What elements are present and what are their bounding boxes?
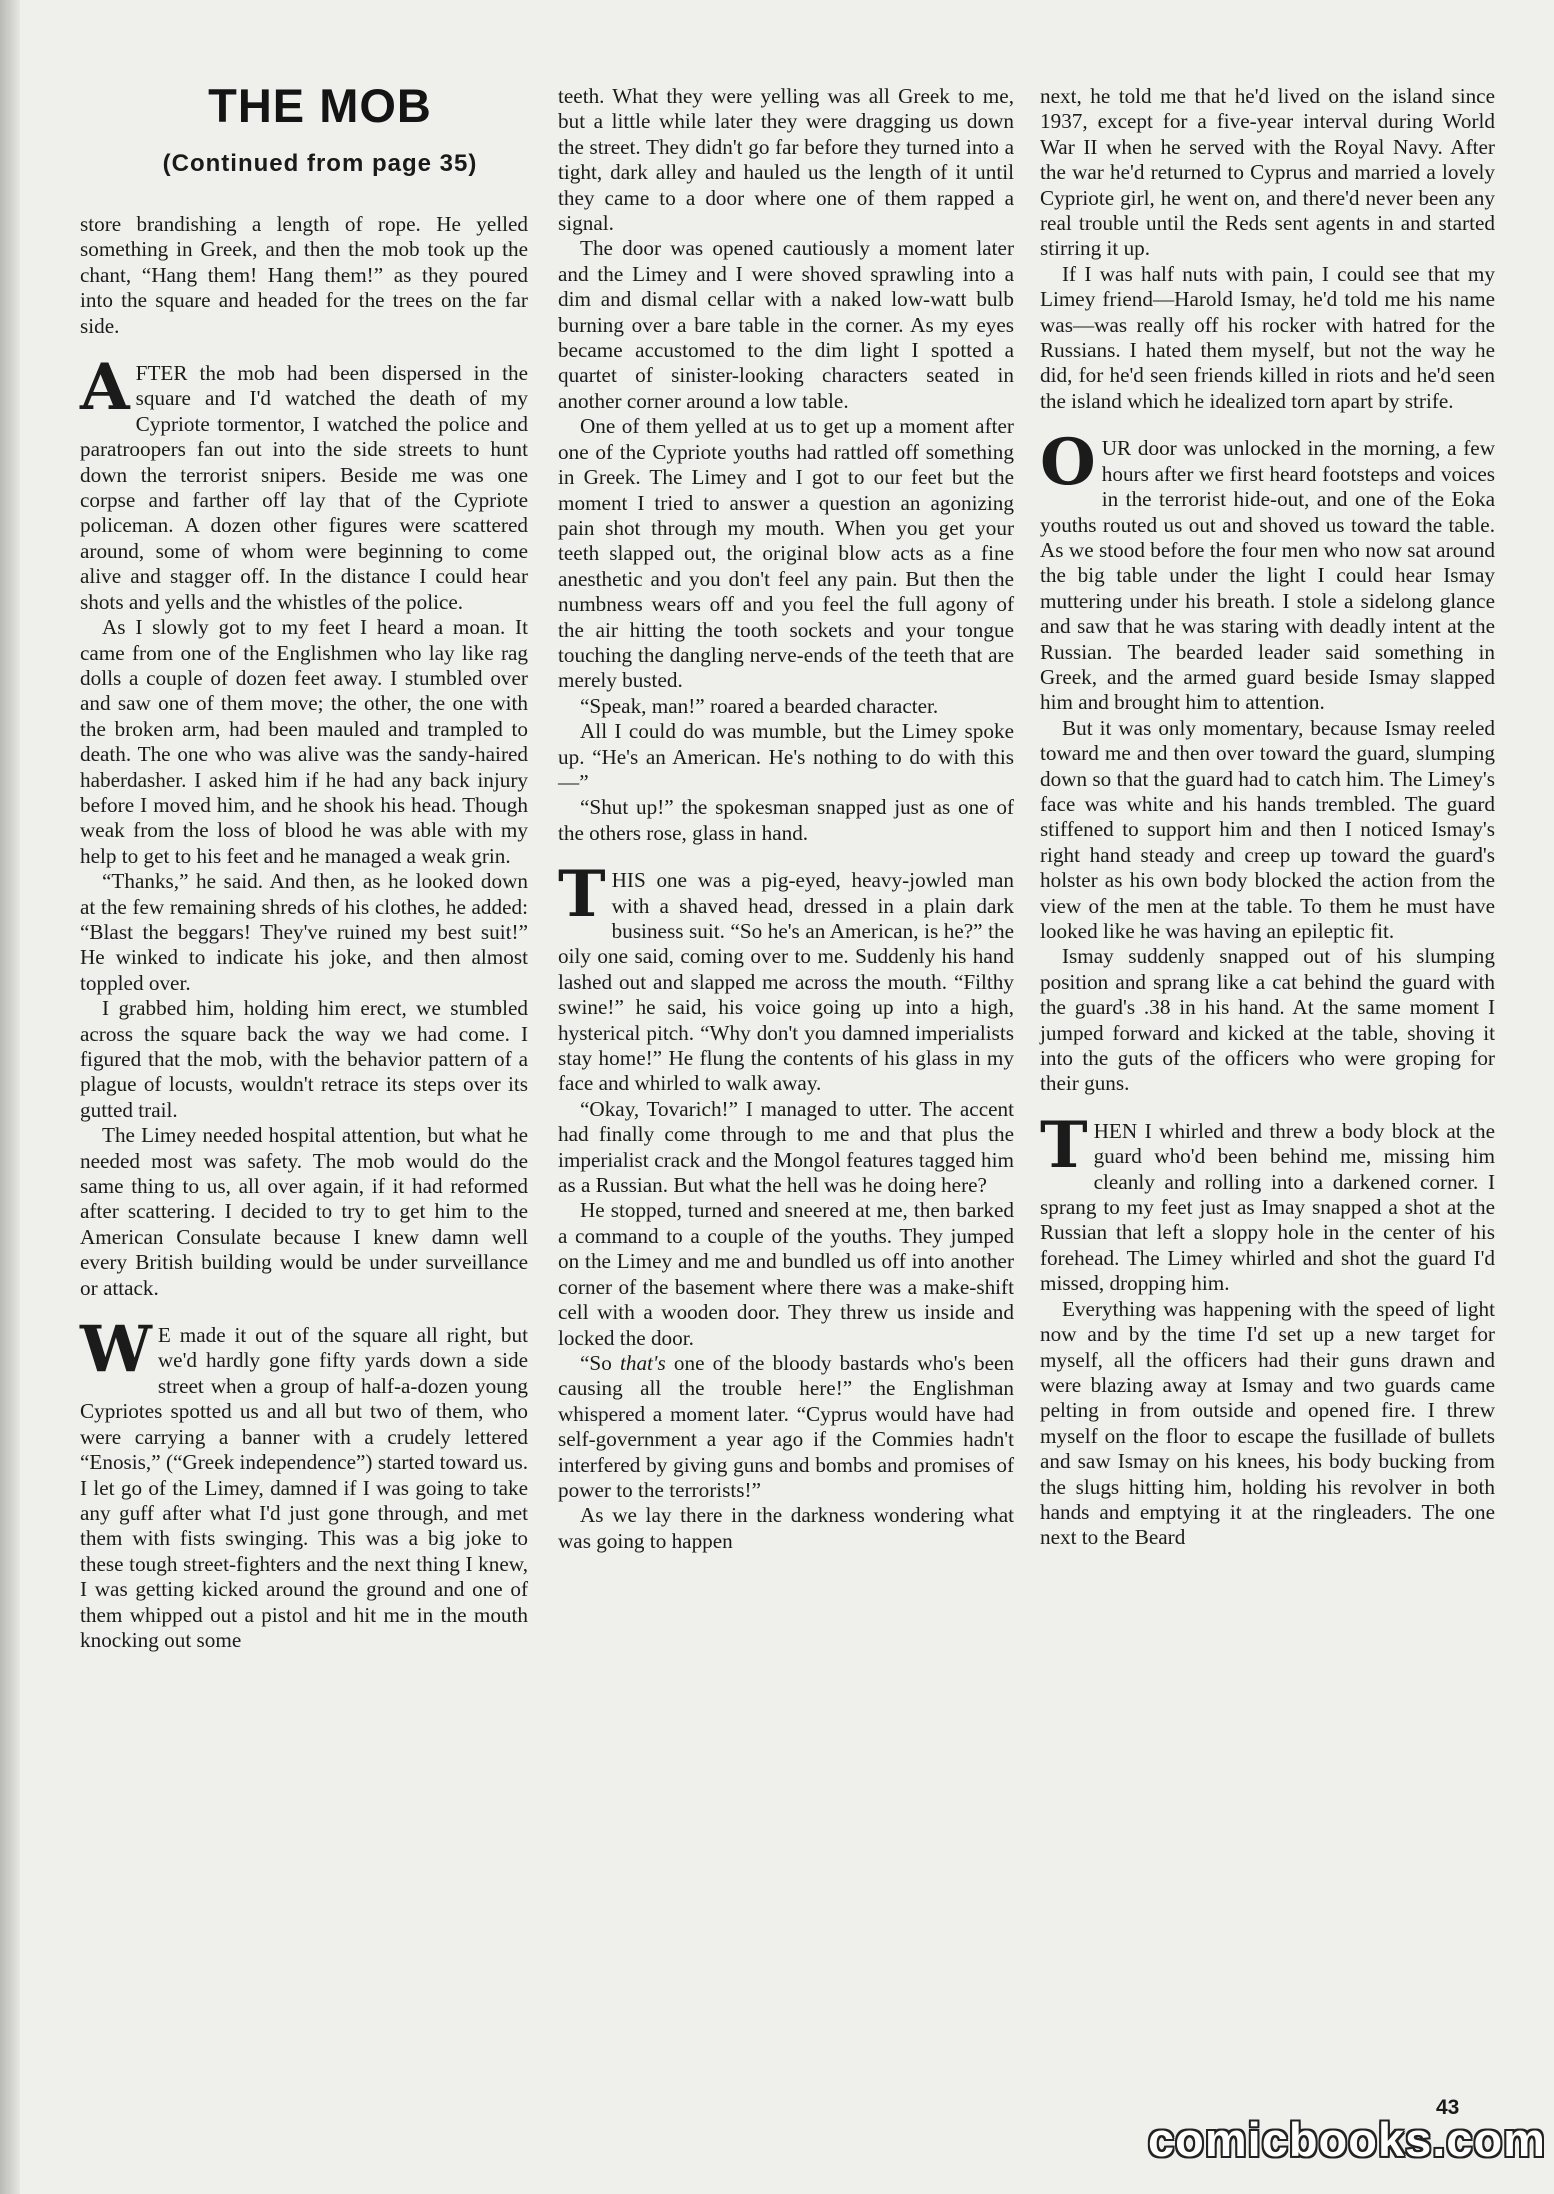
paragraph-text: “So <box>580 1350 620 1375</box>
paragraph: teeth. What they were yelling was all Greek to me, but a little while later they were dragging us down the street. They didn't go far before they turned into a tight, dark alley and hauled us the length of it until they came to a door where one of them rapped a signal. <box>558 84 1014 236</box>
paragraph: next, he told me that he'd lived on the island since 1937, except for a five-year interval during World War II when he served with the Royal Navy. After the war he'd returned to Cyprus and married a lovely Cypriote girl, he went on, and there'd never been any real trouble until the Reds sent agents in and started stirring it up. <box>1040 84 1495 261</box>
page-number: 43 <box>1436 2096 1460 2119</box>
paragraph: “Thanks,” he said. And then, as he looked down at the few remaining shreds of his clothes, he added: “Blast the beggars! They've ruined my best suit!” He winked to indicate his joke, and then almost toppled over. <box>80 869 528 995</box>
page-spine-shadow <box>0 0 20 2194</box>
paragraph: The door was opened cautiously a moment later and the Limey and I were shoved sprawling into a dim and dismal cellar with a naked low-watt bulb burning over a bare table in the corner. As my eyes became accustomed to the dim light I spotted a quartet of sinister-looking characters seated in another corner around a low table. <box>558 236 1014 413</box>
paragraph: He stopped, turned and sneered at me, then barked a command to a couple of the youths. They jumped on the Limey and me and bundled us off into another corner of the basement where there was a make-shift cell with a wooden door. They threw us inside and locked the door. <box>558 1198 1014 1350</box>
paragraph: “Speak, man!” roared a bearded character. <box>580 693 939 718</box>
paragraph-drop-cap: AFTER the mob had been dispersed in the square and I'd watched the death of my Cypriote tormentor, I watched the police and paratroopers fan out into the side streets to hunt down the terrorist snipers. Beside me was one corpse and farther off lay that of the Cypriote policeman. A dozen other figures were scattered around, some of whom were beginning to come alive and stagger off. In the distance I could hear shots and yells and the whistles of the police. <box>80 350 528 614</box>
paragraph-drop-cap: WE made it out of the square all right, but we'd hardly gone fifty yards down a side street when a group of half-a-dozen young Cypriotes spotted us and all but two of them, who were carrying a banner with a crudely lettered “Enosis,” (“Greek independence”) started toward us. I let go of the Limey, damned if I was going to take any guff after what I'd just gone through, and met them with fists swinging. This was a big joke to these tough street-fighters and the next thing I knew, I was getting kicked around the ground and one of them whipped out a pistol and hit me in the mouth knocking out some <box>80 1312 528 1652</box>
text-column-3 <box>1040 84 1495 1551</box>
paragraph: All I could do was mumble, but the Limey spoke up. “He's an American. He's nothing to do with this—” <box>558 719 1014 794</box>
watermark-logo: comicbooks.com <box>1148 2113 1546 2166</box>
paragraph: “Okay, Tovarich!” I managed to utter. The accent had finally come through to me and that plus the imperialist crack and the Mongol features tagged him as a Russian. But what the hell was he doing here? <box>558 1096 1014 1198</box>
paragraph: Everything was happening with the speed of light now and by the time I'd set up a new target for myself, all the officers had their guns drawn and were blazing away at Ismay and two guards came pelting in from outside and opened fire. I threw myself on the floor to escape the fusillade of bullets and saw Ismay on his knees, his body bucking from the slugs hitting him, holding his revolver in both hands and emptying it at the ringleaders. The one next to the Beard <box>1040 1296 1495 1550</box>
paragraph: But it was only momentary, because Ismay reeled toward me and then over toward the guard, slumping down so that the guard had to catch him. The Limey's face was white and his hands trembled. The guard stiffened to support him and then I noticed Ismay's right hand steady and creep up toward the guard's holster as his own body blocked the action from the view of the men at the table. To them he must have looked like he was having an epileptic fit. <box>1040 715 1495 943</box>
paragraph: store brandishing a length of rope. He yelled something in Greek, and then the mob took up the chant, “Hang them! Hang them!” as they poured into the square and headed for the trees on the far side. <box>80 212 528 338</box>
paragraph-drop-cap: THEN I whirled and threw a body block at the guard who'd been behind me, missing him cleanly and rolling into a darkened corner. I sprang to my feet just as Imay snapped a shot at the Russian that left a sloppy hole in the center of his forehead. The Limey whirled and shot the guard I'd missed, dropping him. <box>1040 1107 1495 1296</box>
paragraph <box>558 1351 1014 1503</box>
paragraph: The Limey needed hospital attention, but what he needed most was safety. The mob would do the same thing to us, all over again, if it had reformed after scattering. I decided to try to get him to the American Consulate because I knew damn well every British building would be under surveillance or attack. <box>80 1123 528 1300</box>
emphasized-word: that's <box>619 1350 666 1375</box>
paragraph-drop-cap: THIS one was a pig-eyed, heavy-jowled man with a shaved head, dressed in a plain dark business suit. “So he's an American, is he?” the oily one said, coming over to me. Suddenly his hand lashed out and slapped me across the mouth. “Filthy swine!” he said, his voice going up into a high, hysterical pitch. “Why don't you damned imperialists stay home!” He flung the contents of his glass in my face and whirled to walk away. <box>558 857 1014 1096</box>
article-title: THE MOB <box>208 79 432 132</box>
paragraph: I grabbed him, holding him erect, we stumbled across the square back the way we had come. I figured that the mob, with the behavior pattern of a plague of locusts, wouldn't retrace its steps over its gutted trail. <box>80 996 528 1122</box>
paragraph: Ismay suddenly snapped out of his slumping position and sprang like a cat behind the guard with the guard's .38 in his hand. At the same moment I jumped forward and kicked at the table, shoving it into the guts of the officers who were groping for their guns. <box>1040 944 1495 1096</box>
paragraph-text: one of the bloody bastards who's been causing all the trouble here!” the Englishman whispered a moment later. “Cyprus would have had self-government a year ago if the Commies hadn't interfered by giving guns and bombs and promises of power to the terrorists!” <box>558 1350 1014 1502</box>
paragraph-drop-cap: OUR door was unlocked in the morning, a few hours after we first heard footsteps and voices in the terrorist hide-out, and one of the Eoka youths routed us out and shoved us toward the table. As we stood before the four men who now sat around the big table under the light I could hear Ismay muttering under his breath. I stole a sidelong glance and saw that he was staring with deadly intent at the Russian. The bearded leader said something in Greek, and the armed guard beside Ismay slapped him and brought him to attention. <box>1040 425 1495 715</box>
paragraph: “Shut up!” the spokesman snapped just as one of the others rose, glass in hand. <box>558 795 1014 845</box>
paragraph: If I was half nuts with pain, I could see that my Limey friend—Harold Ismay, he'd told me his name was—was really off his rocker with hatred for the Russians. I hated them myself, but not the way he did, for he'd seen friends killed in riots and he'd seen the island which he idealized torn apart by strife. <box>1040 261 1495 413</box>
continued-note: (Continued from page 35) <box>162 150 478 177</box>
text-column-1 <box>80 212 528 1653</box>
paragraph: As I slowly got to my feet I heard a moan. It came from one of the Englishmen who lay like rag dolls a couple of dozen feet away. I stumbled over and saw one of them move; the other, the one with the broken arm, had been mauled and trampled to death. The one who was alive was the sandy-haired haberdasher. I asked him if he had any back injury before I moved him, and he shook his head. Though weak from the loss of blood he was able with my help to get to his feet and he managed a weak grin. <box>80 615 528 868</box>
paragraph: As we lay there in the darkness wondering what was going to happen <box>558 1503 1014 1553</box>
paragraph: One of them yelled at us to get up a moment after one of the Cypriote youths had rattled off something in Greek. The Limey and I got to our feet but the moment I tried to answer a question an agonizing pain shot through my mouth. When you get your teeth slapped out, the original blow acts as a fine anesthetic and you don't feel any pain. But then the numbness wears off and you feel the full agony of the air hitting the tooth sockets and your tongue touching the dangling nerve-ends of the teeth that are merely busted. <box>558 414 1014 693</box>
text-column-2 <box>558 84 1014 1554</box>
